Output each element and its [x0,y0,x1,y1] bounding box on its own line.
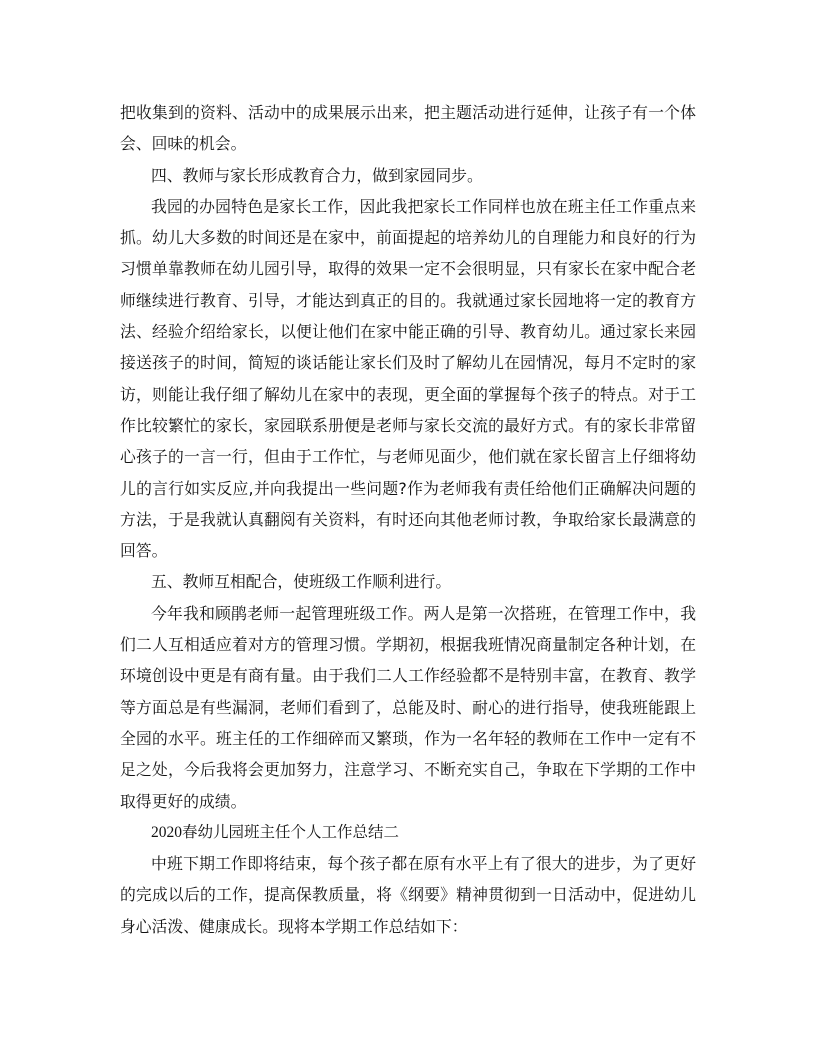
paragraph-line: 接送孩子的时间，简短的谈话能让家长们及时了解幼儿在园情况，每月不定时的家 [120,353,696,373]
paragraph-line: 师继续进行教育、引导，才能达到真正的目的。我就通过家长园地将一定的教育方 [120,290,696,310]
paragraph-line: 习惯单靠教师在幼儿园引导，取得的效果一定不会很明显，只有家长在家中配合老 [120,259,696,279]
paragraph-line: 们二人互相适应着对方的管理习惯。学期初，根据我班情况商量制定各种计划，在 [120,635,696,655]
document-title: 2020春幼儿园班主任个人工作总结二 [151,823,400,841]
paragraph-line: 作比较繁忙的家长，家园联系册便是老师与家长交流的最好方式。有的家长非常留 [120,415,696,435]
paragraph-line: 今年我和顾鹃老师一起管理班级工作。两人是第一次搭班，在管理工作中，我 [151,603,696,623]
section-heading: 五、教师互相配合，使班级工作顺利进行。 [151,572,452,592]
paragraph-line: 等方面总是有些漏洞，老师们看到了，总能及时、耐心的进行指导，使我班能跟上 [120,697,696,717]
paragraph-line: 方法，于是我就认真翻阅有关资料，有时还向其他老师讨教，争取给家长最满意的 [120,509,696,529]
paragraph-line: 心孩子的一言一行，但由于工作忙，与老师见面少，他们就在家长留言上仔细将幼 [120,447,696,467]
paragraph-line: 取得更好的成绩。 [120,791,247,811]
paragraph-line: 儿的言行如实反应,并向我提出一些问题?作为老师我有责任给他们正确解决问题的 [120,478,696,498]
paragraph-line: 把收集到的资料、活动中的成果展示出来，把主题活动进行延伸，让孩子有一个体 [120,103,696,122]
paragraph-line: 身心活泼、健康成长。现将本学期工作总结如下： [120,916,468,936]
paragraph-line: 足之处，今后我将会更加努力，注意学习、不断充实自己，争取在下学期的工作中 [120,760,696,780]
paragraph-line: 全园的水平。班主任的工作细碎而又繁琐，作为一名年轻的教师在工作中一定有不 [120,728,696,748]
paragraph-line: 回答。 [120,541,168,561]
document-body [120,97,696,942]
paragraph-line: 中班下期工作即将结束，每个孩子都在原有水平上有了很大的进步，为了更好 [151,854,696,874]
paragraph-line: 访，则能让我仔细了解幼儿在家中的表现，更全面的掌握每个孩子的特点。对于工 [120,384,696,404]
paragraph-line: 我园的办园特色是家长工作，因此我把家长工作同样也放在班主任工作重点来 [151,196,696,216]
paragraph-line: 会、回味的机会。 [120,134,247,154]
paragraph-line: 抓。幼儿大多数的时间还是在家中，前面提起的培养幼儿的自理能力和良好的行为 [120,228,696,248]
section-heading: 四、教师与家长形成教育合力，做到家园同步。 [151,165,483,185]
paragraph-line: 的完成以后的工作，提高保教质量，将《纲要》精神贯彻到一日活动中，促进幼儿 [120,885,696,905]
paragraph-line: 环境创设中更是有商有量。由于我们二人工作经验都不是特别丰富，在教育、教学 [120,666,696,686]
paragraph-line: 法、经验介绍给家长，以便让他们在家中能正确的引导、教育幼儿。通过家长来园 [120,322,696,342]
